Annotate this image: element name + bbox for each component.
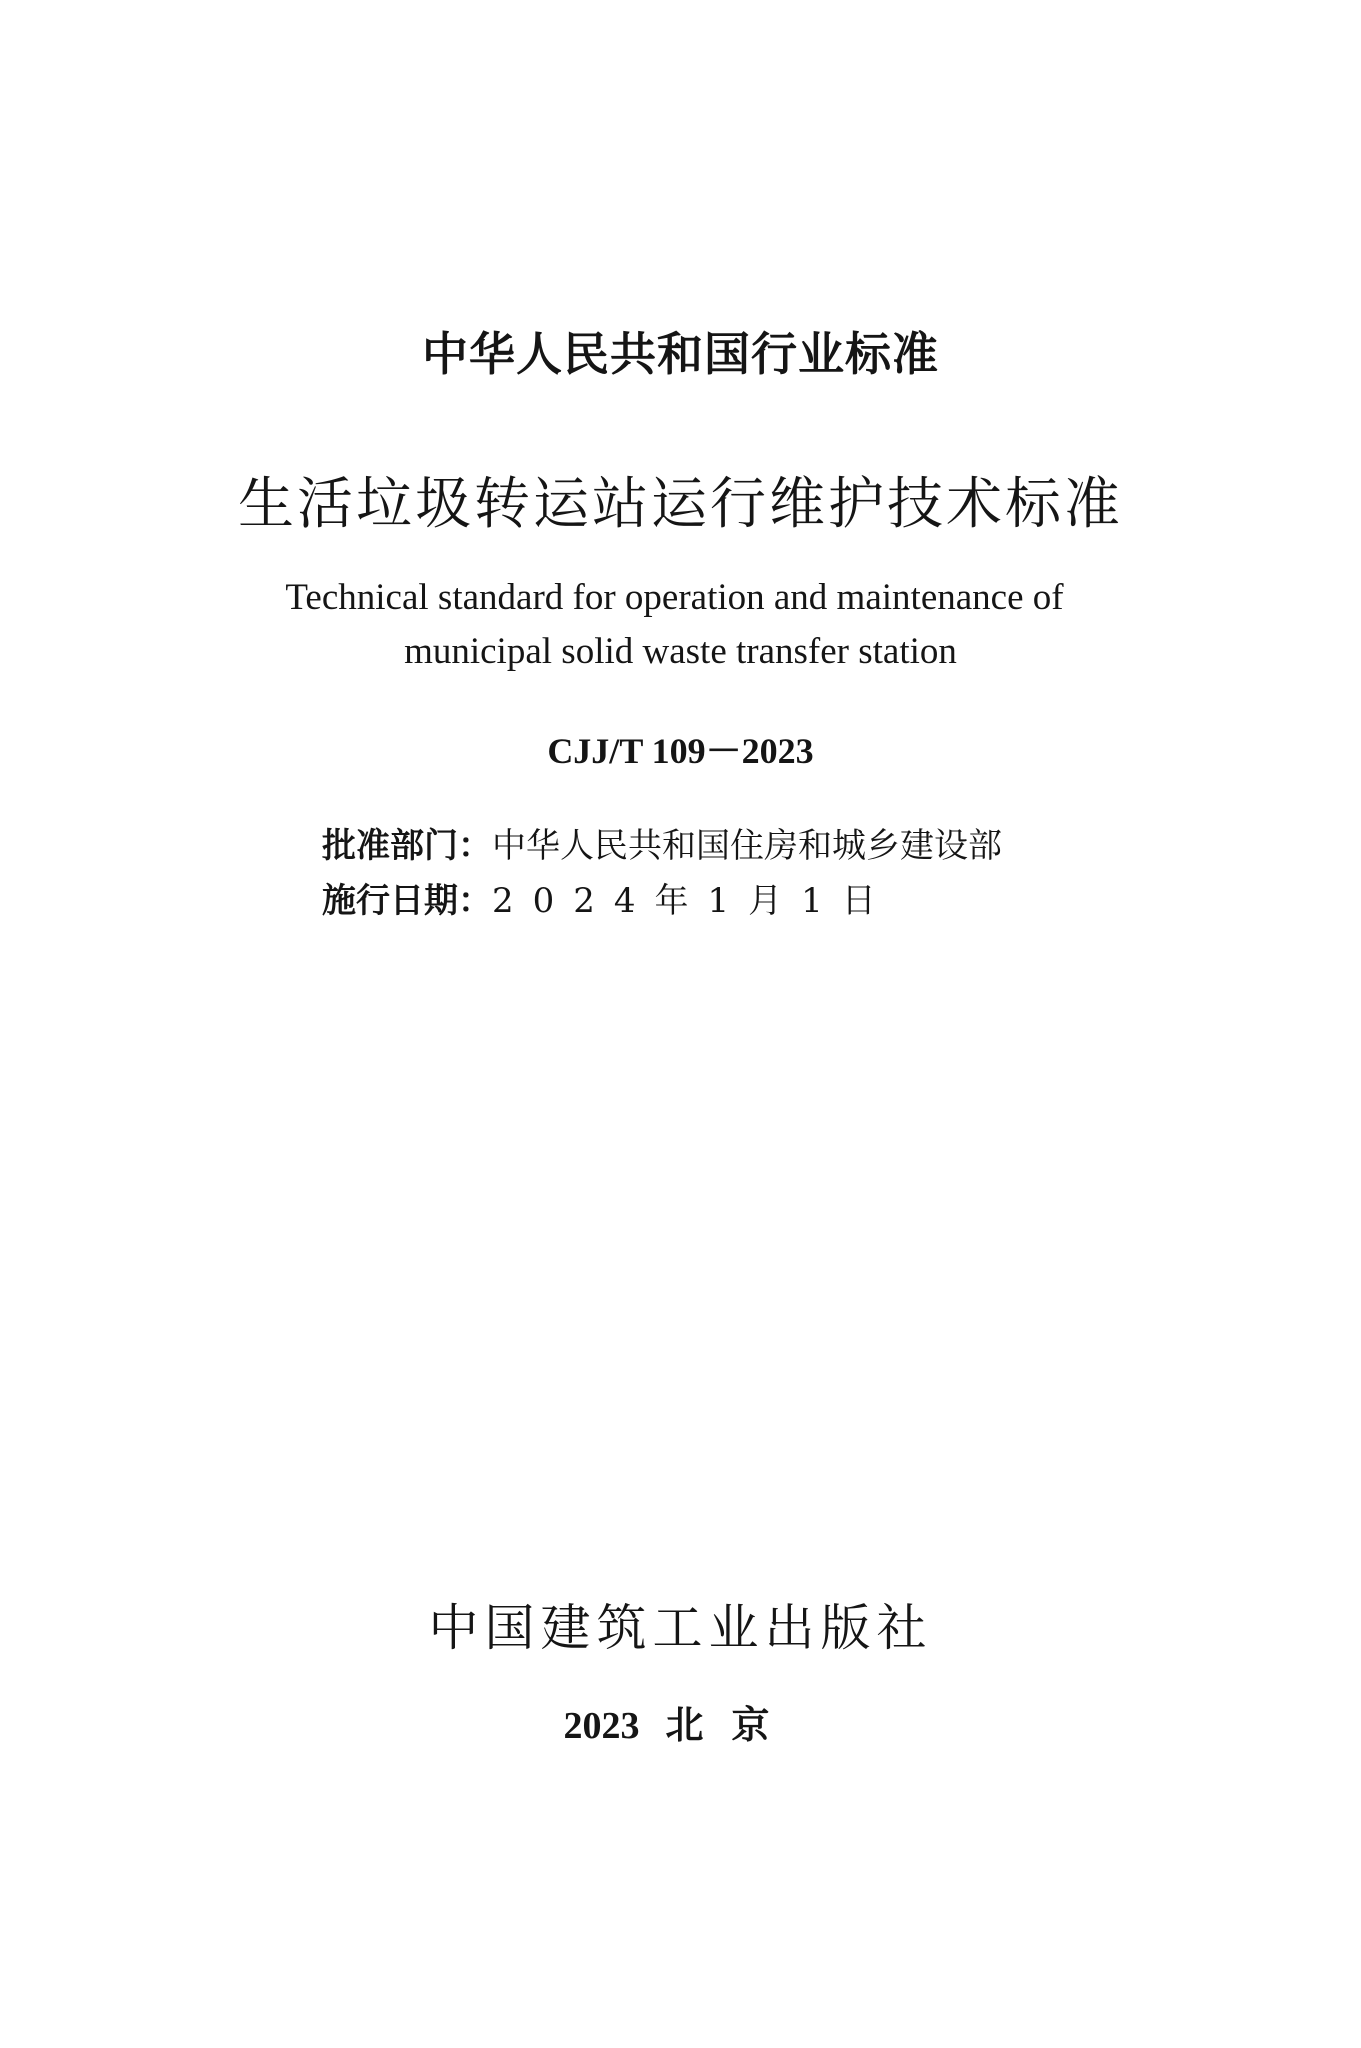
standard-category: 中华人民共和国行业标准 <box>422 327 939 381</box>
publisher-name: 中国建筑工业出版社 <box>428 1599 933 1657</box>
publication-place <box>0 1694 1361 1749</box>
effective-date-value: 2024年1月1日 <box>492 881 895 921</box>
title-english-line-1: Technical standard for operation and maintenance of <box>285 577 1064 618</box>
standard-code: CJJ/T 109－2023 <box>547 731 814 771</box>
publication-city: 北京 <box>665 1702 798 1747</box>
title-english-line-2: municipal solid waste transfer station <box>404 631 957 672</box>
effective-date-label: 施行日期： <box>322 881 492 921</box>
approval-department <box>322 818 1002 867</box>
effective-date <box>322 873 895 922</box>
title-chinese: 生活垃圾转运站运行维护技术标准 <box>238 472 1123 537</box>
publication-year: 2023 <box>563 1705 640 1747</box>
approval-value: 中华人民共和国住房和城乡建设部 <box>492 826 1002 866</box>
approval-label: 批准部门： <box>322 826 492 866</box>
